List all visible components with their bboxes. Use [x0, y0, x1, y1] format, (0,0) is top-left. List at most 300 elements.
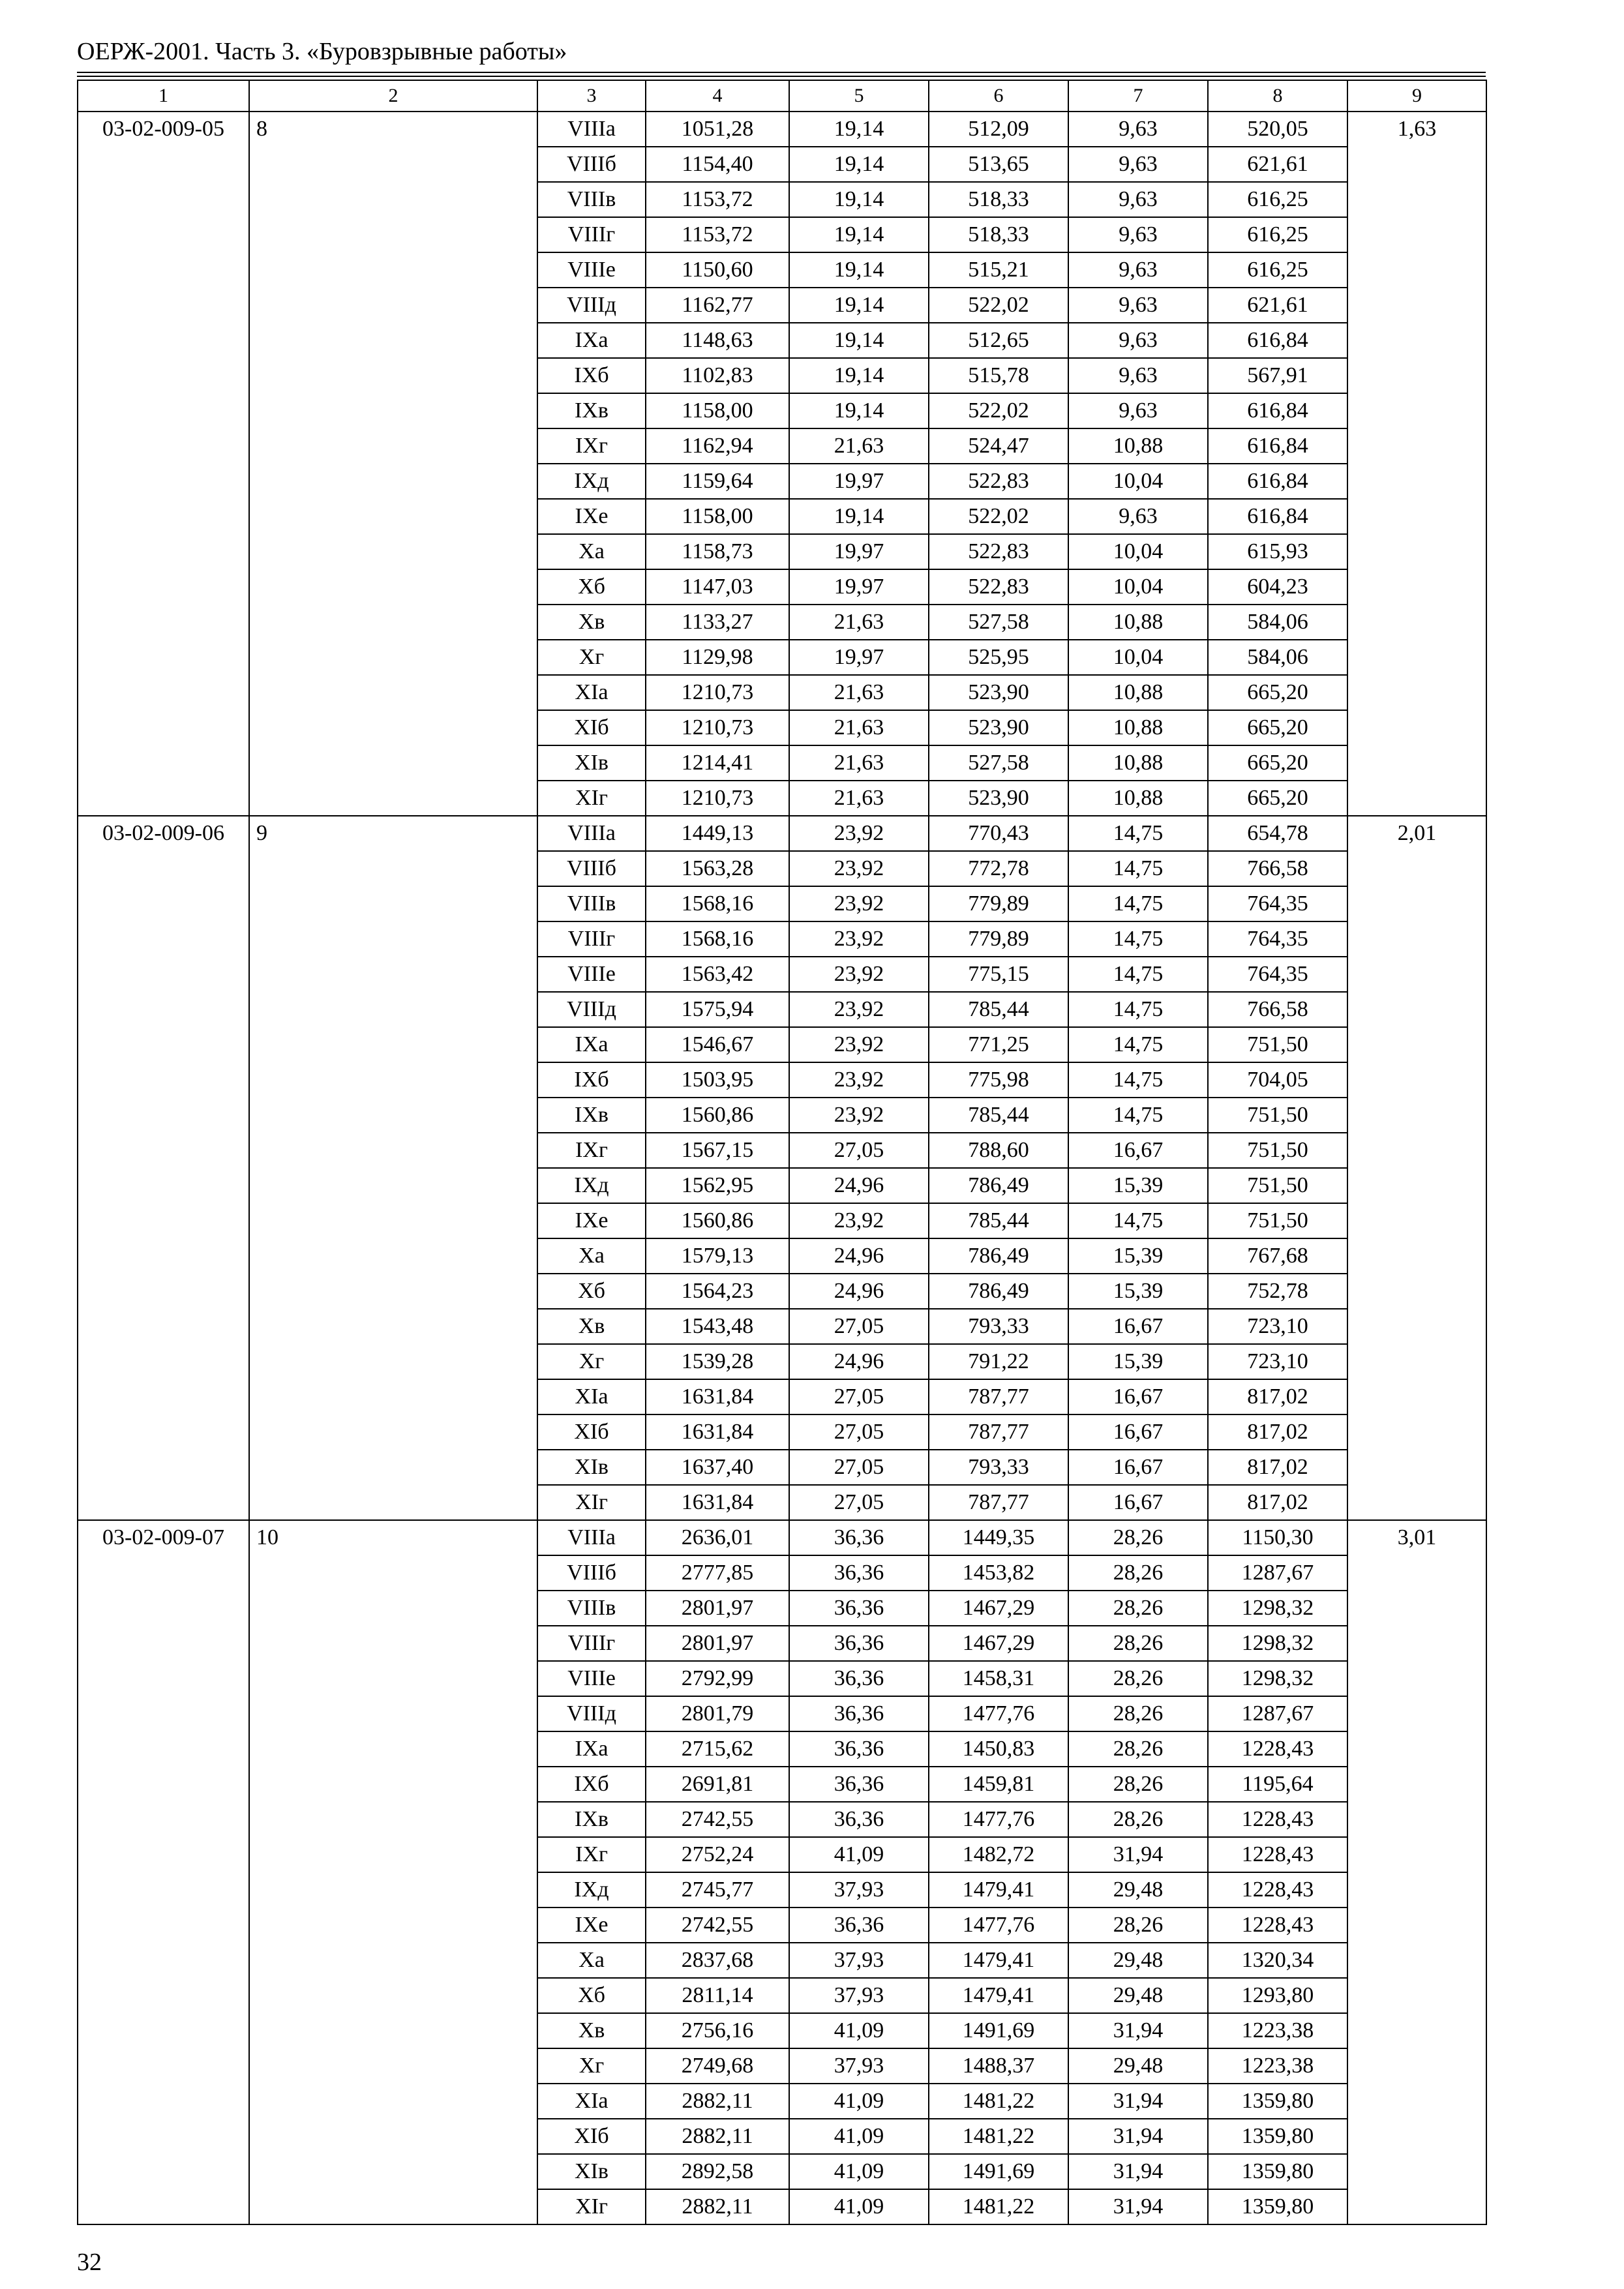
value-cell: 29,48 [1068, 2048, 1208, 2084]
value-cell: 1491,69 [929, 2154, 1068, 2189]
norms-table-body [78, 80, 1486, 2224]
value-cell: 41,09 [789, 2154, 929, 2189]
value-cell: 584,06 [1208, 605, 1347, 640]
rock-category-cell: VIIIг [537, 1626, 646, 1661]
value-cell: 2811,14 [646, 1978, 789, 2013]
value-cell: 14,75 [1068, 1062, 1208, 1098]
value-cell: 9,63 [1068, 323, 1208, 358]
value-cell: 770,43 [929, 816, 1068, 851]
value-cell: 616,84 [1208, 464, 1347, 499]
value-cell: 522,83 [929, 464, 1068, 499]
value-cell: 1320,34 [1208, 1943, 1347, 1978]
rock-category-cell: Xв [537, 1309, 646, 1344]
value-cell: 1459,81 [929, 1767, 1068, 1802]
rock-category-cell: VIIIг [537, 921, 646, 957]
value-cell: 1223,38 [1208, 2048, 1347, 2084]
value-cell: 1477,76 [929, 1802, 1068, 1837]
column-header: 2 [249, 80, 537, 112]
value-cell: 23,92 [789, 921, 929, 957]
value-cell: 10,88 [1068, 605, 1208, 640]
rock-category-cell: Xг [537, 640, 646, 675]
rock-category-cell: VIIIб [537, 851, 646, 886]
value-cell: 518,33 [929, 182, 1068, 217]
value-cell: 1102,83 [646, 358, 789, 393]
value-cell: 19,14 [789, 358, 929, 393]
value-cell: 1637,40 [646, 1450, 789, 1485]
value-cell: 1147,03 [646, 569, 789, 605]
rock-category-cell: IXг [537, 1837, 646, 1872]
value-cell: 723,10 [1208, 1344, 1347, 1379]
value-cell: 1228,43 [1208, 1837, 1347, 1872]
rock-category-cell: IXд [537, 464, 646, 499]
value-cell: 1479,41 [929, 1872, 1068, 1908]
value-cell: 1482,72 [929, 1837, 1068, 1872]
value-cell: 27,05 [789, 1379, 929, 1414]
value-cell: 9,63 [1068, 358, 1208, 393]
value-cell: 751,50 [1208, 1098, 1347, 1133]
value-cell: 19,14 [789, 112, 929, 147]
value-cell: 616,84 [1208, 323, 1347, 358]
value-cell: 2837,68 [646, 1943, 789, 1978]
rock-category-cell: VIIIе [537, 252, 646, 288]
rock-category-cell: Xг [537, 2048, 646, 2084]
value-cell: 791,22 [929, 1344, 1068, 1379]
value-cell: 785,44 [929, 1098, 1068, 1133]
value-cell: 15,39 [1068, 1274, 1208, 1309]
rock-category-cell: Xг [537, 1344, 646, 1379]
value-cell: 19,14 [789, 288, 929, 323]
value-cell: 9,63 [1068, 252, 1208, 288]
value-cell: 37,93 [789, 1978, 929, 2013]
value-cell: 1293,80 [1208, 1978, 1347, 2013]
value-cell: 764,35 [1208, 886, 1347, 921]
value-cell: 616,84 [1208, 499, 1347, 534]
value-cell: 23,92 [789, 1098, 929, 1133]
value-cell: 1150,60 [646, 252, 789, 288]
value-cell: 28,26 [1068, 1591, 1208, 1626]
norm-code-cell: 03-02-009-06 [78, 816, 249, 1520]
value-cell: 1298,32 [1208, 1661, 1347, 1696]
value-cell: 1563,28 [646, 851, 789, 886]
value-cell: 19,14 [789, 323, 929, 358]
norm-code-cell: 03-02-009-07 [78, 1520, 249, 2224]
value-cell: 31,94 [1068, 2154, 1208, 2189]
column-header: 5 [789, 80, 929, 112]
rock-category-cell: VIIIб [537, 1555, 646, 1591]
rock-category-cell: IXд [537, 1872, 646, 1908]
column-9-value-cell: 1,63 [1347, 112, 1486, 816]
value-cell: 764,35 [1208, 957, 1347, 992]
value-cell: 1162,77 [646, 288, 789, 323]
value-cell: 1228,43 [1208, 1802, 1347, 1837]
value-cell: 2636,01 [646, 1520, 789, 1555]
value-cell: 36,36 [789, 1696, 929, 1731]
value-cell: 36,36 [789, 1802, 929, 1837]
value-cell: 1503,95 [646, 1062, 789, 1098]
value-cell: 1359,80 [1208, 2119, 1347, 2154]
value-cell: 10,04 [1068, 464, 1208, 499]
value-cell: 567,91 [1208, 358, 1347, 393]
value-cell: 1359,80 [1208, 2154, 1347, 2189]
rock-category-cell: XIв [537, 2154, 646, 2189]
column-header: 6 [929, 80, 1068, 112]
column-header: 4 [646, 80, 789, 112]
value-cell: 28,26 [1068, 1661, 1208, 1696]
value-cell: 16,67 [1068, 1414, 1208, 1450]
value-cell: 29,48 [1068, 1943, 1208, 1978]
rock-category-cell: VIIIа [537, 1520, 646, 1555]
value-cell: 615,93 [1208, 534, 1347, 569]
value-cell: 1479,41 [929, 1943, 1068, 1978]
rock-category-cell: XIг [537, 1485, 646, 1520]
rock-category-cell: VIIIа [537, 816, 646, 851]
value-cell: 616,84 [1208, 428, 1347, 464]
value-cell: 41,09 [789, 2189, 929, 2224]
value-cell: 512,09 [929, 112, 1068, 147]
value-cell: 512,65 [929, 323, 1068, 358]
value-cell: 23,92 [789, 816, 929, 851]
value-cell: 10,88 [1068, 428, 1208, 464]
value-cell: 616,84 [1208, 393, 1347, 428]
rock-category-cell: VIIIв [537, 182, 646, 217]
rock-category-cell: Xб [537, 1978, 646, 2013]
value-cell: 14,75 [1068, 816, 1208, 851]
value-cell: 1449,35 [929, 1520, 1068, 1555]
value-cell: 1158,00 [646, 393, 789, 428]
value-cell: 2801,97 [646, 1626, 789, 1661]
resource-column-2-cell: 8 [249, 112, 537, 816]
value-cell: 16,67 [1068, 1485, 1208, 1520]
value-cell: 14,75 [1068, 851, 1208, 886]
value-cell: 23,92 [789, 851, 929, 886]
value-cell: 10,04 [1068, 640, 1208, 675]
value-cell: 36,36 [789, 1908, 929, 1943]
rock-category-cell: VIIIв [537, 886, 646, 921]
header-rule-bottom [77, 76, 1486, 77]
value-cell: 2801,79 [646, 1696, 789, 1731]
value-cell: 1546,67 [646, 1027, 789, 1062]
value-cell: 1287,67 [1208, 1696, 1347, 1731]
value-cell: 1210,73 [646, 675, 789, 710]
value-cell: 513,65 [929, 147, 1068, 182]
value-cell: 1158,00 [646, 499, 789, 534]
resource-column-2-cell: 9 [249, 816, 537, 1520]
rock-category-cell: XIв [537, 1450, 646, 1485]
value-cell: 665,20 [1208, 675, 1347, 710]
value-cell: 1458,31 [929, 1661, 1068, 1696]
value-cell: 515,78 [929, 358, 1068, 393]
value-cell: 1153,72 [646, 217, 789, 252]
value-cell: 14,75 [1068, 992, 1208, 1027]
value-cell: 31,94 [1068, 2119, 1208, 2154]
rock-category-cell: Xа [537, 1943, 646, 1978]
value-cell: 817,02 [1208, 1414, 1347, 1450]
value-cell: 37,93 [789, 1872, 929, 1908]
value-cell: 24,96 [789, 1274, 929, 1309]
rock-category-cell: IXе [537, 1908, 646, 1943]
value-cell: 19,14 [789, 217, 929, 252]
value-cell: 2691,81 [646, 1767, 789, 1802]
value-cell: 522,02 [929, 393, 1068, 428]
value-cell: 785,44 [929, 1203, 1068, 1238]
value-cell: 787,77 [929, 1379, 1068, 1414]
value-cell: 1481,22 [929, 2119, 1068, 2154]
value-cell: 36,36 [789, 1520, 929, 1555]
value-cell: 27,05 [789, 1414, 929, 1450]
value-cell: 36,36 [789, 1555, 929, 1591]
value-cell: 16,67 [1068, 1450, 1208, 1485]
value-cell: 1563,42 [646, 957, 789, 992]
value-cell: 10,04 [1068, 569, 1208, 605]
value-cell: 1287,67 [1208, 1555, 1347, 1591]
rock-category-cell: IXб [537, 358, 646, 393]
rock-category-cell: VIIIд [537, 288, 646, 323]
rock-category-cell: Xб [537, 1274, 646, 1309]
value-cell: 1228,43 [1208, 1872, 1347, 1908]
rock-category-cell: XIа [537, 2084, 646, 2119]
value-cell: 10,88 [1068, 675, 1208, 710]
value-cell: 23,92 [789, 957, 929, 992]
value-cell: 2882,11 [646, 2084, 789, 2119]
value-cell: 817,02 [1208, 1485, 1347, 1520]
value-cell: 41,09 [789, 2084, 929, 2119]
value-cell: 1568,16 [646, 886, 789, 921]
value-cell: 2792,99 [646, 1661, 789, 1696]
table-row [78, 816, 1486, 851]
rock-category-cell: VIIIв [537, 1591, 646, 1626]
value-cell: 21,63 [789, 745, 929, 781]
value-cell: 523,90 [929, 781, 1068, 816]
value-cell: 616,25 [1208, 252, 1347, 288]
page-number: 32 [77, 2249, 102, 2276]
value-cell: 621,61 [1208, 288, 1347, 323]
value-cell: 523,90 [929, 675, 1068, 710]
value-cell: 616,25 [1208, 217, 1347, 252]
value-cell: 1228,43 [1208, 1731, 1347, 1767]
value-cell: 14,75 [1068, 1203, 1208, 1238]
column-header: 9 [1347, 80, 1486, 112]
value-cell: 779,89 [929, 886, 1068, 921]
value-cell: 28,26 [1068, 1908, 1208, 1943]
value-cell: 31,94 [1068, 1837, 1208, 1872]
rock-category-cell: XIб [537, 1414, 646, 1450]
value-cell: 28,26 [1068, 1731, 1208, 1767]
value-cell: 14,75 [1068, 921, 1208, 957]
value-cell: 1359,80 [1208, 2084, 1347, 2119]
value-cell: 36,36 [789, 1591, 929, 1626]
rock-category-cell: Xв [537, 2013, 646, 2048]
value-cell: 1210,73 [646, 710, 789, 745]
value-cell: 1481,22 [929, 2084, 1068, 2119]
value-cell: 786,49 [929, 1238, 1068, 1274]
value-cell: 1491,69 [929, 2013, 1068, 2048]
value-cell: 1479,41 [929, 1978, 1068, 2013]
value-cell: 19,14 [789, 499, 929, 534]
value-cell: 27,05 [789, 1450, 929, 1485]
value-cell: 752,78 [1208, 1274, 1347, 1309]
value-cell: 28,26 [1068, 1767, 1208, 1802]
value-cell: 1158,73 [646, 534, 789, 569]
value-cell: 15,39 [1068, 1344, 1208, 1379]
rock-category-cell: IXе [537, 1203, 646, 1238]
rock-category-cell: XIг [537, 2189, 646, 2224]
value-cell: 2742,55 [646, 1802, 789, 1837]
value-cell: 2715,62 [646, 1731, 789, 1767]
value-cell: 520,05 [1208, 112, 1347, 147]
value-cell: 10,88 [1068, 745, 1208, 781]
value-cell: 23,92 [789, 1203, 929, 1238]
rock-category-cell: Xб [537, 569, 646, 605]
value-cell: 786,49 [929, 1168, 1068, 1203]
value-cell: 14,75 [1068, 1098, 1208, 1133]
column-9-value-cell: 2,01 [1347, 816, 1486, 1520]
value-cell: 523,90 [929, 710, 1068, 745]
column-9-value-cell: 3,01 [1347, 1520, 1486, 2224]
value-cell: 524,47 [929, 428, 1068, 464]
value-cell: 19,97 [789, 640, 929, 675]
value-cell: 19,14 [789, 252, 929, 288]
value-cell: 36,36 [789, 1767, 929, 1802]
value-cell: 27,05 [789, 1133, 929, 1168]
value-cell: 817,02 [1208, 1379, 1347, 1414]
value-cell: 19,97 [789, 569, 929, 605]
value-cell: 1298,32 [1208, 1591, 1347, 1626]
value-cell: 36,36 [789, 1661, 929, 1696]
value-cell: 1467,29 [929, 1591, 1068, 1626]
value-cell: 19,97 [789, 464, 929, 499]
value-cell: 2742,55 [646, 1908, 789, 1943]
value-cell: 10,04 [1068, 534, 1208, 569]
value-cell: 9,63 [1068, 112, 1208, 147]
value-cell: 28,26 [1068, 1802, 1208, 1837]
value-cell: 1051,28 [646, 112, 789, 147]
norm-code-cell: 03-02-009-05 [78, 112, 249, 816]
value-cell: 525,95 [929, 640, 1068, 675]
value-cell: 9,63 [1068, 393, 1208, 428]
value-cell: 1450,83 [929, 1731, 1068, 1767]
value-cell: 1159,64 [646, 464, 789, 499]
value-cell: 723,10 [1208, 1309, 1347, 1344]
value-cell: 24,96 [789, 1238, 929, 1274]
value-cell: 19,14 [789, 393, 929, 428]
value-cell: 2745,77 [646, 1872, 789, 1908]
rock-category-cell: VIIIе [537, 957, 646, 992]
value-cell: 31,94 [1068, 2189, 1208, 2224]
value-cell: 1162,94 [646, 428, 789, 464]
rock-category-cell: VIIIг [537, 217, 646, 252]
value-cell: 37,93 [789, 2048, 929, 2084]
rock-category-cell: IXг [537, 428, 646, 464]
value-cell: 1453,82 [929, 1555, 1068, 1591]
value-cell: 767,68 [1208, 1238, 1347, 1274]
value-cell: 23,92 [789, 992, 929, 1027]
column-header: 1 [78, 80, 249, 112]
value-cell: 1129,98 [646, 640, 789, 675]
value-cell: 1560,86 [646, 1203, 789, 1238]
value-cell: 787,77 [929, 1485, 1068, 1520]
value-cell: 1148,63 [646, 323, 789, 358]
value-cell: 14,75 [1068, 1027, 1208, 1062]
norms-table [77, 80, 1487, 2225]
rock-category-cell: Xв [537, 605, 646, 640]
value-cell: 1575,94 [646, 992, 789, 1027]
rock-category-cell: IXб [537, 1062, 646, 1098]
rock-category-cell: IXв [537, 393, 646, 428]
value-cell: 584,06 [1208, 640, 1347, 675]
value-cell: 1631,84 [646, 1379, 789, 1414]
value-cell: 1210,73 [646, 781, 789, 816]
value-cell: 2756,16 [646, 2013, 789, 2048]
value-cell: 23,92 [789, 1062, 929, 1098]
value-cell: 1568,16 [646, 921, 789, 957]
value-cell: 515,21 [929, 252, 1068, 288]
value-cell: 522,83 [929, 534, 1068, 569]
value-cell: 21,63 [789, 605, 929, 640]
value-cell: 1567,15 [646, 1133, 789, 1168]
value-cell: 2777,85 [646, 1555, 789, 1591]
value-cell: 665,20 [1208, 710, 1347, 745]
value-cell: 775,98 [929, 1062, 1068, 1098]
value-cell: 28,26 [1068, 1626, 1208, 1661]
value-cell: 16,67 [1068, 1133, 1208, 1168]
value-cell: 793,33 [929, 1309, 1068, 1344]
value-cell: 1539,28 [646, 1344, 789, 1379]
value-cell: 766,58 [1208, 851, 1347, 886]
header-rule-top [77, 72, 1486, 73]
value-cell: 1228,43 [1208, 1908, 1347, 1943]
value-cell: 1481,22 [929, 2189, 1068, 2224]
value-cell: 19,14 [789, 147, 929, 182]
value-cell: 1150,30 [1208, 1520, 1347, 1555]
value-cell: 1467,29 [929, 1626, 1068, 1661]
value-cell: 665,20 [1208, 781, 1347, 816]
rock-category-cell: VIIIа [537, 112, 646, 147]
value-cell: 36,36 [789, 1731, 929, 1767]
rock-category-cell: IXе [537, 499, 646, 534]
value-cell: 1195,64 [1208, 1767, 1347, 1802]
value-cell: 27,05 [789, 1309, 929, 1344]
value-cell: 793,33 [929, 1450, 1068, 1485]
value-cell: 1560,86 [646, 1098, 789, 1133]
value-cell: 15,39 [1068, 1168, 1208, 1203]
value-cell: 1133,27 [646, 605, 789, 640]
value-cell: 779,89 [929, 921, 1068, 957]
value-cell: 21,63 [789, 428, 929, 464]
value-cell: 27,05 [789, 1485, 929, 1520]
value-cell: 1543,48 [646, 1309, 789, 1344]
value-cell: 527,58 [929, 605, 1068, 640]
rock-category-cell: IXа [537, 1027, 646, 1062]
value-cell: 1154,40 [646, 147, 789, 182]
value-cell: 751,50 [1208, 1133, 1347, 1168]
value-cell: 41,09 [789, 1837, 929, 1872]
value-cell: 1359,80 [1208, 2189, 1347, 2224]
value-cell: 16,67 [1068, 1309, 1208, 1344]
rock-category-cell: IXв [537, 1802, 646, 1837]
rock-category-cell: XIа [537, 1379, 646, 1414]
column-header: 7 [1068, 80, 1208, 112]
value-cell: 527,58 [929, 745, 1068, 781]
rock-category-cell: XIа [537, 675, 646, 710]
value-cell: 1477,76 [929, 1696, 1068, 1731]
value-cell: 751,50 [1208, 1203, 1347, 1238]
rock-category-cell: VIIIб [537, 147, 646, 182]
rock-category-cell: XIв [537, 745, 646, 781]
value-cell: 31,94 [1068, 2084, 1208, 2119]
value-cell: 704,05 [1208, 1062, 1347, 1098]
value-cell: 24,96 [789, 1168, 929, 1203]
rock-category-cell: IXг [537, 1133, 646, 1168]
